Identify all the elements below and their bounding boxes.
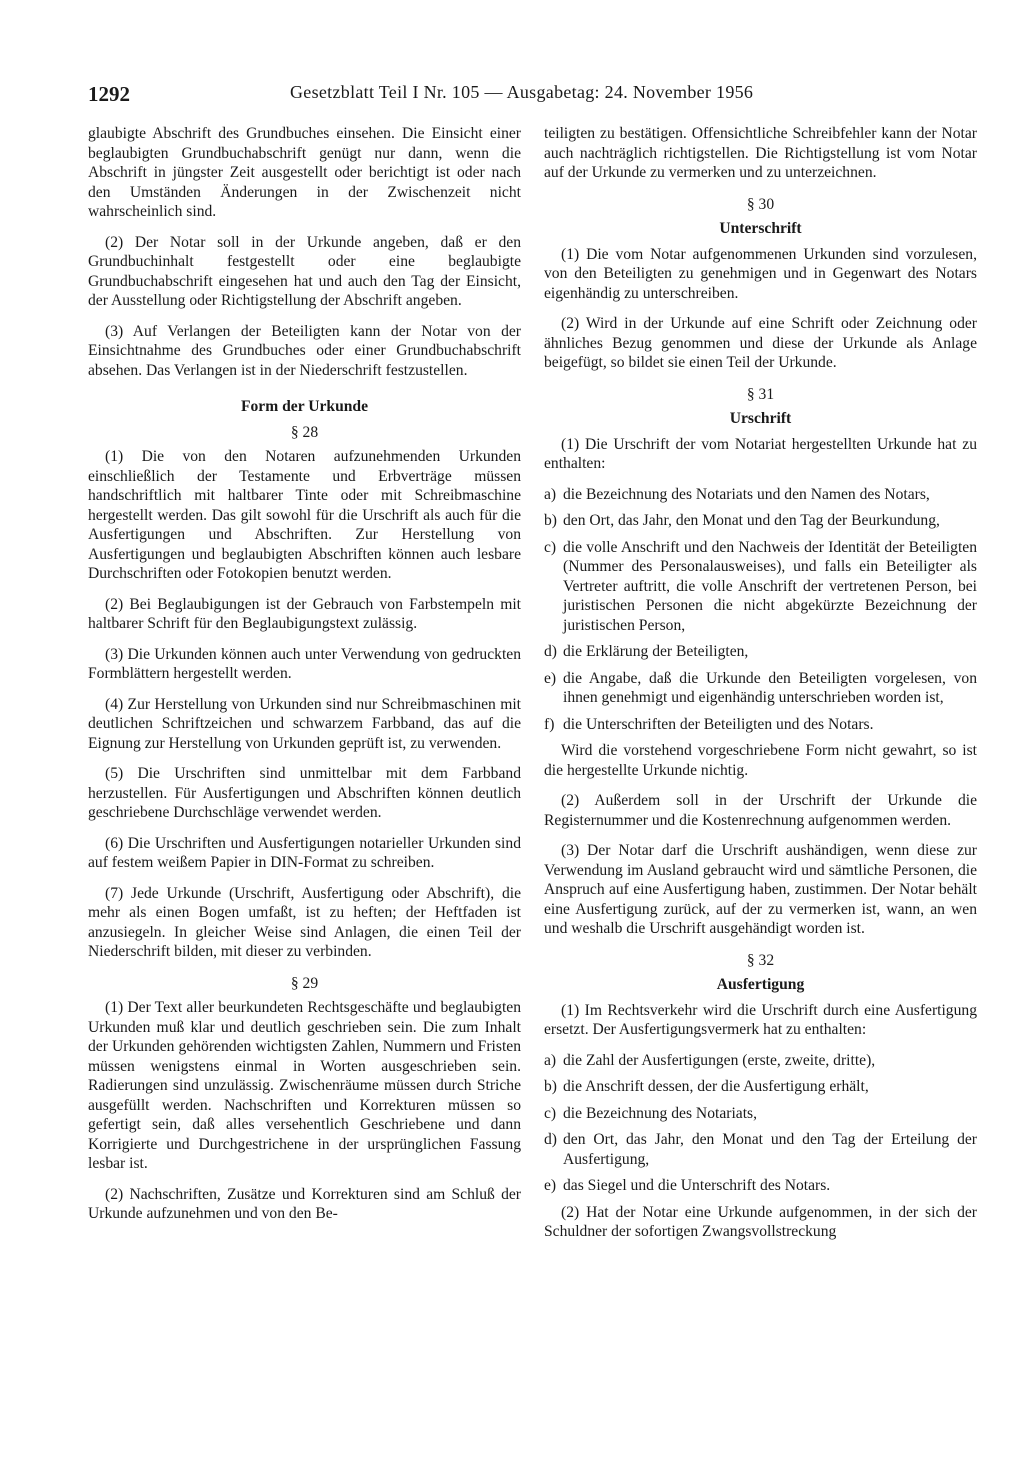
list-item-label: c)	[544, 538, 557, 556]
paragraph: (2) Der Notar soll in der Urkunde angeben, daß er den Grundbuchinhalt festgestellt oder eine beglaubigte Grundbuchabschrift eingesehen hat und auch den Tag der Einsicht, der Ausstellung oder Richtigstellung der Abschrift angeben.	[88, 233, 521, 309]
paragraph: (2) Nachschriften, Zusätze und Korrekturen sind am Schluß der Urkunde aufzunehmen und von den Be-	[88, 1185, 521, 1222]
list-item-label: d)	[544, 643, 557, 660]
paragraph: (7) Jede Urkunde (Urschrift, Ausfertigung oder Abschrift), die mehr als einen Bogen umfaßt, ist zu heften; der Heftfaden ist anzusiegeln. In gleicher Weise sind Anlagen, die einen Teil der Niederschrift bilden, mit dieser zu verbinden.	[88, 884, 521, 960]
list-item-text: die Angabe, daß die Urkunde den Beteiligten vorgelesen, von ihnen genehmigt und eigenhändig unterschrieben worden ist,	[563, 669, 977, 706]
section-number: § 28	[290, 423, 319, 441]
section-heading: Urschrift	[729, 410, 792, 427]
paragraph: Wird die vorstehend vorgeschriebene Form nicht gewahrt, so ist die hergestellte Urkunde nichtig.	[544, 742, 977, 779]
paragraph: (1) Die vom Notar aufgenommenen Urkunden sind vorzulesen, von den Beteiligten zu genehmigen und in Gegenwart des Notars eigenhändig zu unterschreiben.	[544, 245, 977, 302]
paragraph: (3) Der Notar darf die Urschrift aushändigen, wenn diese zur Verwendung im Ausland gebraucht wird und sämtliche Personen, die Anspruch auf eine Ausfertigung haben, zustimmen. Der Notar behält eine Ausfertigung zurück, auf der zu vermerken ist, wann, an wen und weshalb die Urschrift ausgehändigt worden ist.	[544, 842, 977, 937]
paragraph: (2) Außerdem soll in der Urschrift der Urkunde die Registernummer und die Kostenrechnung aufgenommen werden.	[544, 792, 977, 829]
section-number: § 30	[746, 195, 775, 213]
list-item-label: f)	[544, 715, 555, 733]
list-item-text: die Bezeichnung des Notariats,	[563, 1104, 757, 1122]
section-heading: Unterschrift	[719, 220, 802, 237]
list-item-label: e)	[544, 1177, 557, 1194]
paragraph: (1) Im Rechtsverkehr wird die Urschrift durch eine Ausfertigung ersetzt. Der Ausfertigungsvermerk hat zu enthalten:	[544, 1001, 977, 1038]
list-item-text: den Ort, das Jahr, den Monat und den Tag der Beurkundung,	[563, 512, 940, 529]
list-item-text: die Bezeichnung des Notariats und den Namen des Notars,	[563, 485, 930, 503]
list-item-label: b)	[544, 1078, 557, 1095]
list-item	[544, 511, 977, 531]
paragraph: (2) Bei Beglaubigungen ist der Gebrauch von Farbstempeln mit haltbarer Schrift für den Beglaubigungstext zulässig.	[88, 595, 521, 632]
list-item-text: die Zahl der Ausfertigungen (erste, zweite, dritte),	[563, 1051, 876, 1069]
paragraph-continuation: glaubigte Abschrift des Grundbuches einsehen. Die Einsicht einer beglaubigten Grundbuchabschrift genügt nur dann, wenn die Abschrift in jüngster Zeit ausgestellt oder berichtigt ist oder nach den Umständen Änderungen in der Zwischenzeit nicht wahrscheinlich sind.	[88, 125, 521, 220]
paragraph: (3) Auf Verlangen der Beteiligten kann der Notar von der Einsichtnahme des Grundbuches oder einer Grundbuchabschrift absehen. Das Verlangen ist in der Niederschrift festzustellen.	[88, 322, 521, 379]
list-item-text: den Ort, das Jahr, den Monat und den Tag der Erteilung der Ausfertigung,	[563, 1131, 977, 1168]
list-item-label: a)	[544, 485, 557, 503]
section-heading: Ausfertigung	[716, 976, 805, 993]
list-item	[544, 1176, 977, 1196]
running-title: Gesetzblatt Teil I Nr. 105 — Ausgabetag: 24. November 1956	[290, 82, 754, 102]
paragraph: (2) Wird in der Urkunde auf eine Schrift oder Zeichnung oder ähnliches Bezug genommen und diese der Urkunde als Anlage beigefügt, so bildet sie einen Teil der Urkunde.	[544, 315, 977, 371]
list-item-text: die volle Anschrift und den Nachweis der Identität der Beteiligten (Nummer des Personalausweises), und falls ein Beteiligter als Vertreter auftritt, die volle Anschrift der vertretenen Person, bei juristischen Personen die nicht abgekürzte Bezeichnung der juristischen Person,	[563, 538, 977, 634]
paragraph: (6) Die Urschriften und Ausfertigungen notarieller Urkunden sind auf festem weißem Papier in DIN-Format zu schreiben.	[88, 834, 521, 871]
list-item	[544, 1077, 977, 1097]
paragraph: (1) Der Text aller beurkundeten Rechtsgeschäfte und beglaubigten Urkunden muß klar und deutlich geschrieben sein. Die zum Inhalt der Urkunden gehörenden wichtigsten Zahlen, Nummern und Fristen müssen wenigstens einmal in Worten ausgeschrieben sein. Radierungen sind unzulässig. Zwischenräume müssen durch Striche ausgefüllt werden. Nachschriften und Korrekturen müssen so gefertigt sein, daß alles versehentlich Geschriebene und dann Korrigierte und Durchgestrichene in der ursprünglichen Fassung lesbar ist.	[88, 999, 521, 1172]
page-number: 1292	[88, 82, 130, 106]
right-column	[544, 124, 977, 1253]
list-item-text: die Unterschriften der Beteiligten und des Notars.	[563, 715, 874, 733]
list-item-label: d)	[544, 1131, 557, 1148]
list-item	[544, 1051, 977, 1071]
paragraph: (1) Die von den Notaren aufzunehmenden Urkunden einschließlich der Testamente und Erbverträge müssen handschriftlich mit haltbarer Tinte oder mit Schreibmaschine hergestellt werden. Das gilt sowohl für die Urschrift als auch für die Ausfertigungen und Abschriften. Zur Herstellung von Ausfertigungen und beglaubigten Abschriften können auch lesbare Durchschriften oder Fotokopien benutzt werden.	[88, 448, 521, 582]
paragraph: (1) Die Urschrift der vom Notariat hergestellten Urkunde hat zu enthalten:	[544, 435, 977, 472]
list-item-text: das Siegel und die Unterschrift des Notars.	[563, 1177, 831, 1194]
left-column	[88, 124, 521, 1235]
section-number: § 29	[290, 974, 319, 992]
list-item-label: b)	[544, 512, 557, 529]
list-item-text: die Anschrift dessen, der die Ausfertigung erhält,	[563, 1078, 869, 1095]
list-item-label: a)	[544, 1051, 557, 1069]
list-item	[544, 538, 977, 636]
paragraph: (4) Zur Herstellung von Urkunden sind nur Schreibmaschinen mit deutlichen Schriftzeichen und schwarzem Farbband, das auf die Eignung zur Herstellung von Urkunden geprüft ist, zu verwenden.	[88, 695, 521, 752]
list-item	[544, 715, 977, 735]
list-item	[544, 1130, 977, 1169]
list-item	[544, 642, 977, 662]
list-item-label: e)	[544, 669, 557, 687]
paragraph-continuation: teiligten zu bestätigen. Offensichtliche Schreibfehler kann der Notar auch nachträglich richtigstellen. Die Richtigstellung ist vom Notar auf der Urkunde zu vermerken und zu unterzeichnen.	[544, 125, 977, 181]
list-item-text: die Erklärung der Beteiligten,	[563, 643, 749, 660]
paragraph: (3) Die Urkunden können auch unter Verwendung von gedruckten Formblättern hergestellt werden.	[88, 645, 521, 682]
paragraph: (2) Hat der Notar eine Urkunde aufgenommen, in der sich der Schuldner der sofortigen Zwangsvollstreckung	[544, 1203, 977, 1240]
list-item	[544, 485, 977, 505]
paragraph: (5) Die Urschriften sind unmittelbar mit dem Farbband herzustellen. Für Ausfertigungen und Abschriften können deutlich geschriebene Durchschläge verwendet werden.	[88, 765, 521, 821]
list-item	[544, 1104, 977, 1124]
chapter-heading: Form der Urkunde	[240, 398, 369, 415]
list-item-label: c)	[544, 1104, 557, 1122]
section-number: § 32	[746, 951, 775, 969]
section-number: § 31	[746, 385, 775, 403]
page-header	[88, 82, 988, 112]
list-item	[544, 669, 977, 708]
